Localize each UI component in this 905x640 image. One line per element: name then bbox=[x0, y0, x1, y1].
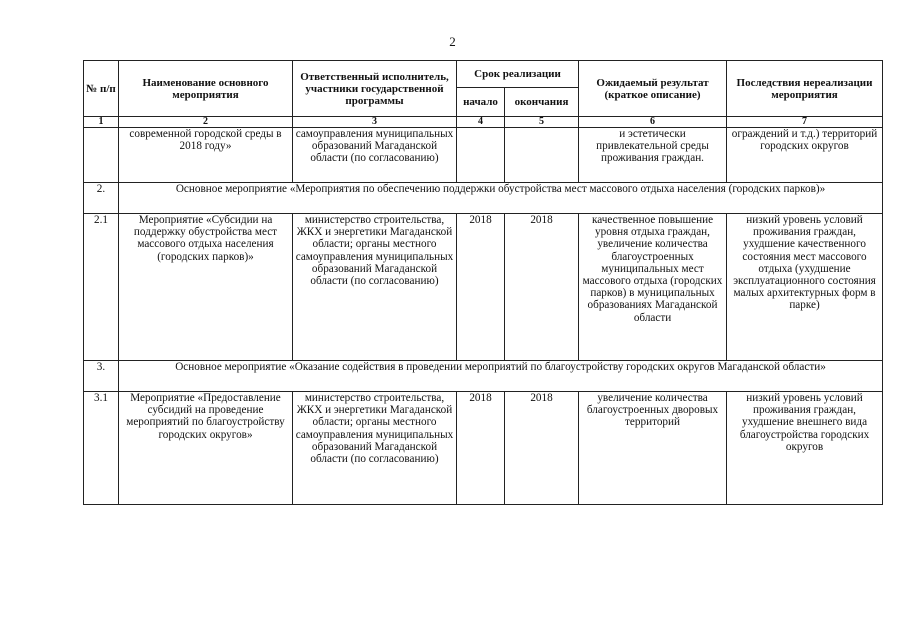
program-table bbox=[83, 60, 883, 505]
section-num: 3. bbox=[84, 361, 119, 392]
cell-result: качественное повышение уровня отдыха граждан, увеличение количества благоустроенных муниципальных мест массового отдыха (городских парков) в муниципальных образованиях Магаданской области bbox=[579, 214, 727, 361]
cell-name: современной городской среды в 2018 году» bbox=[119, 128, 293, 183]
cell-start: 2018 bbox=[457, 214, 505, 361]
col-number: 6 bbox=[579, 117, 727, 128]
cell-result: и эстетически привлекательной среды проживания граждан. bbox=[579, 128, 727, 183]
cell-start bbox=[457, 128, 505, 183]
cell-num: 3.1 bbox=[84, 392, 119, 505]
table-row bbox=[84, 392, 883, 505]
cell-end: 2018 bbox=[505, 214, 579, 361]
header-responsible: Ответственный исполнитель, участники государственной программы bbox=[293, 61, 457, 117]
cell-result: увеличение количества благоустроенных дворовых территорий bbox=[579, 392, 727, 505]
cell-responsible: министерство строительства, ЖКХ и энергетики Магаданской области; органы местного самоуправления муниципальных образований Магаданской области (по согласованию) bbox=[293, 214, 457, 361]
cell-name: Мероприятие «Предоставление субсидий на проведение мероприятий по благоустройству городских округов» bbox=[119, 392, 293, 505]
header-consequences: Последствия нереализации мероприятия bbox=[727, 61, 883, 117]
column-numbers-row bbox=[84, 117, 883, 128]
header-name: Наименование основного мероприятия bbox=[119, 61, 293, 117]
cell-consequences: низкий уровень условий проживания граждан, ухудшение качественного состояния мест массового отдыха (ухудшение эксплуатационного состояния малых архитектурных форм в парке) bbox=[727, 214, 883, 361]
col-number: 5 bbox=[505, 117, 579, 128]
col-number: 3 bbox=[293, 117, 457, 128]
cell-name: Мероприятие «Субсидии на поддержку обустройства мест массового отдыха населения (городских парков)» bbox=[119, 214, 293, 361]
cell-num: 2.1 bbox=[84, 214, 119, 361]
col-number: 4 bbox=[457, 117, 505, 128]
header-row bbox=[84, 61, 883, 88]
cell-consequences: низкий уровень условий проживания граждан, ухудшение внешнего вида благоустройства городских округов bbox=[727, 392, 883, 505]
page-number: 2 bbox=[449, 34, 456, 49]
section-title: Основное мероприятие «Мероприятия по обеспечению поддержки обустройства мест массового отдыха населения (городских парков)» bbox=[119, 183, 883, 214]
cell-start: 2018 bbox=[457, 392, 505, 505]
cell-num bbox=[84, 128, 119, 183]
table-row bbox=[84, 128, 883, 183]
header-term: Срок реализации bbox=[457, 61, 579, 88]
section-num: 2. bbox=[84, 183, 119, 214]
section-row bbox=[84, 183, 883, 214]
section-title: Основное мероприятие «Оказание содействия в проведении мероприятий по благоустройству городских округов Магаданской области» bbox=[119, 361, 883, 392]
col-number: 7 bbox=[727, 117, 883, 128]
cell-end: 2018 bbox=[505, 392, 579, 505]
section-row bbox=[84, 361, 883, 392]
header-end: окончания bbox=[505, 88, 579, 117]
cell-consequences: ограждений и т.д.) территорий городских округов bbox=[727, 128, 883, 183]
cell-end bbox=[505, 128, 579, 183]
cell-responsible: министерство строительства, ЖКХ и энергетики Магаданской области; органы местного самоуправления муниципальных образований Магаданской области (по согласованию) bbox=[293, 392, 457, 505]
cell-responsible: самоуправления муниципальных образований Магаданской области (по согласованию) bbox=[293, 128, 457, 183]
col-number: 2 bbox=[119, 117, 293, 128]
col-number: 1 bbox=[84, 117, 119, 128]
header-start: начало bbox=[457, 88, 505, 117]
table-row bbox=[84, 214, 883, 361]
header-result: Ожидаемый результат (краткое описание) bbox=[579, 61, 727, 117]
header-num: № п/п bbox=[84, 61, 119, 117]
